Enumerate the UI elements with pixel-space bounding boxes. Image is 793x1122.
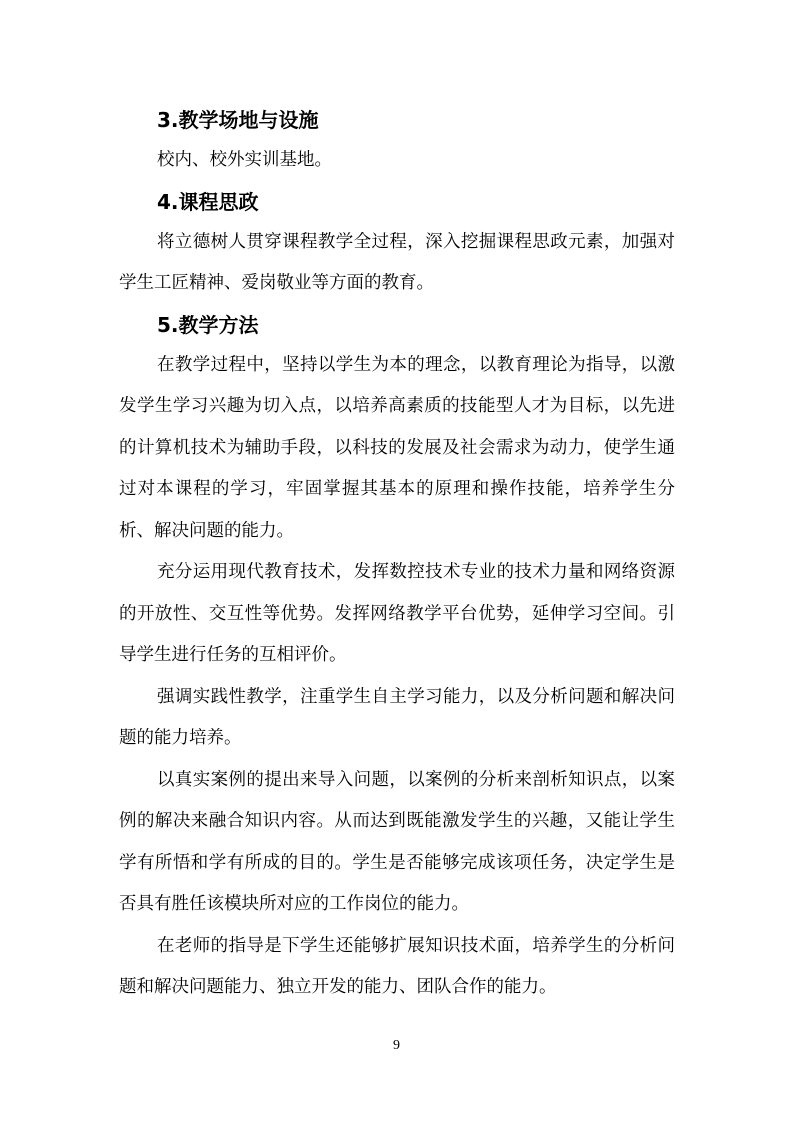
paragraph-venue: 校内、校外实训基地。: [157, 150, 332, 170]
paragraph-method-3: 强调实践性教学，注重学生自主学习能力，以及分析问题和解决问题的能力培养。: [119, 686, 675, 748]
section-heading-teaching-venue: 3.教学场地与设施: [157, 108, 319, 132]
paragraph-method-5: 在老师的指导是下学生还能够扩展知识技术面，培养学生的分析问题和解决问题能力、独立开发的能力、团队合作的能力。: [119, 935, 675, 997]
paragraph-method-1: 在教学过程中，坚持以学生为本的理念，以教育理论为指导，以激发学生学习兴趣为切入点，以培养高素质的技能型人才为目标，以先进的计算机技术为辅助手段，以科技的发展及社会需求为动力，使学生通过对本课程的学习，牢固掌握其基本的原理和操作技能，培养学生分析、解决问题的能力。: [119, 354, 675, 541]
paragraph-ideological: 将立德树人贯穿课程教学全过程，深入挖掘课程思政元素，加强对学生工匠精神、爱岗敬业等方面的教育。: [119, 231, 675, 293]
paragraph-method-2: 充分运用现代教育技术，发挥数控技术专业的技术力量和网络资源的开放性、交互性等优势。发挥网络教学平台优势，延伸学习空间。引导学生进行任务的互相评价。: [119, 562, 675, 665]
page-content: [119, 100, 675, 1009]
section-heading-ideological: 4.课程思政: [157, 189, 259, 214]
page-number: 9: [393, 1038, 400, 1053]
section-heading-teaching-methods: 5.教学方法: [157, 312, 259, 337]
paragraph-method-4: 以真实案例的提出来导入问题，以案例的分析来剖析知识点，以案例的解决来融合知识内容。从而达到既能激发学生的兴趣，又能让学生学有所悟和学有所成的目的。学生是否能够完成该项任务，决定学生是否具有胜任该模块所对应的工作岗位的能力。: [119, 769, 675, 914]
